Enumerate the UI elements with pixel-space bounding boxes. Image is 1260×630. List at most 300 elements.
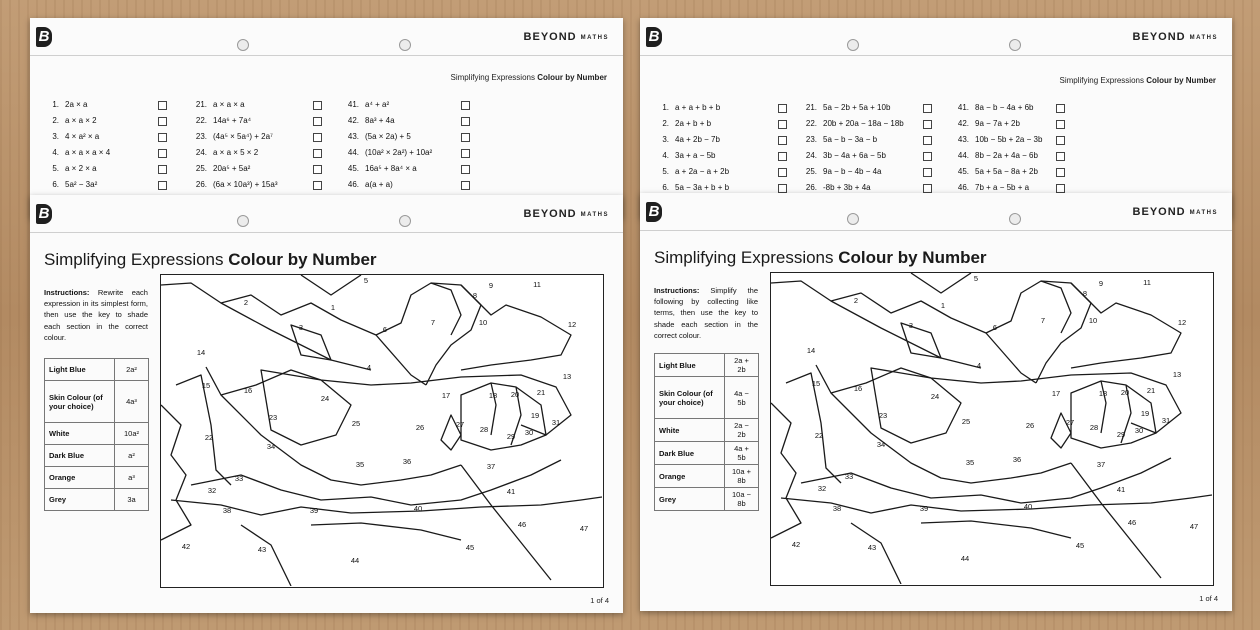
question-column-2	[798, 100, 958, 196]
region-number: 36	[1012, 455, 1022, 464]
question-number: 4.	[52, 148, 59, 157]
key-value: 4a + 5b	[725, 442, 759, 465]
region-number: 31	[551, 418, 561, 427]
region-number: 37	[1096, 460, 1106, 469]
question-expression: 7b + a − 5b + a	[975, 183, 1030, 192]
question-number: 6.	[52, 180, 59, 189]
region-outline	[221, 303, 371, 370]
answer-checkbox[interactable]	[461, 165, 470, 174]
key-colour: Orange	[655, 465, 725, 488]
question-row	[950, 148, 1090, 164]
punch-hole-icon	[237, 39, 249, 51]
region-number: 40	[413, 504, 423, 513]
region-number: 11	[533, 280, 541, 289]
question-number: 44.	[957, 151, 969, 160]
region-number: 9	[488, 281, 494, 290]
brand-name: BEYOND MATHS	[1132, 206, 1218, 218]
region-number: 44	[350, 556, 360, 565]
region-number: 42	[791, 540, 801, 549]
question-expression: 9a − 7a + 2b	[975, 119, 1020, 128]
region-number: 33	[234, 474, 244, 483]
question-number: 25.	[805, 167, 817, 176]
question-number: 3.	[662, 135, 669, 144]
answer-checkbox[interactable]	[158, 165, 167, 174]
answer-checkbox[interactable]	[461, 149, 470, 158]
region-number: 2	[853, 296, 859, 305]
question-expression: 20a⁵ + 5a²	[213, 164, 251, 173]
key-colour: White	[655, 419, 725, 442]
key-colour: Orange	[45, 467, 115, 489]
right-front-sheet	[640, 193, 1232, 611]
answer-checkbox[interactable]	[778, 104, 787, 113]
region-number: 30	[524, 428, 534, 437]
key-row	[45, 423, 149, 445]
region-number: 2	[243, 298, 249, 307]
question-row	[950, 132, 1090, 148]
region-outline	[771, 403, 801, 538]
question-number: 22.	[195, 116, 207, 125]
answer-checkbox[interactable]	[778, 120, 787, 129]
question-number: 4.	[662, 151, 669, 160]
region-outline	[241, 525, 291, 586]
sheet-header	[30, 195, 623, 233]
question-expression: a⁴ + a²	[365, 100, 390, 109]
answer-checkbox[interactable]	[778, 152, 787, 161]
question-number: 21.	[195, 100, 207, 109]
question-number: 46.	[957, 183, 969, 192]
key-row	[655, 442, 759, 465]
region-number: 23	[268, 413, 278, 422]
region-outline	[431, 283, 461, 335]
question-expression: 10b − 5b + 2a − 3b	[975, 135, 1043, 144]
answer-checkbox[interactable]	[158, 133, 167, 142]
region-number: 41	[506, 487, 516, 496]
question-row	[40, 177, 175, 193]
region-number: 5	[973, 274, 979, 283]
question-expression: a × 2 × a	[65, 164, 97, 173]
question-expression: 2a + b + b	[675, 119, 712, 128]
region-number: 18	[1098, 389, 1108, 398]
question-column-3	[950, 100, 1090, 196]
answer-checkbox[interactable]	[158, 181, 167, 190]
region-number: 43	[257, 545, 267, 554]
question-row	[188, 129, 323, 145]
question-row	[40, 97, 175, 113]
question-expression: 5a + 5a − 8a + 2b	[975, 167, 1038, 176]
question-row	[340, 145, 465, 161]
key-value: 2a²	[115, 359, 149, 381]
region-number: 14	[806, 346, 816, 355]
region-number: 7	[430, 318, 436, 327]
region-outline	[851, 523, 901, 584]
question-column-1	[40, 97, 175, 193]
answer-checkbox[interactable]	[923, 104, 932, 113]
question-expression: a × a × a	[213, 100, 245, 109]
question-number: 43.	[347, 132, 359, 141]
question-row	[950, 100, 1090, 116]
answer-checkbox[interactable]	[923, 168, 932, 177]
question-expression: 8b − 2a + 4a − 6b	[975, 151, 1038, 160]
answer-checkbox[interactable]	[923, 120, 932, 129]
question-number: 43.	[957, 135, 969, 144]
key-colour: Dark Blue	[655, 442, 725, 465]
answer-checkbox[interactable]	[1056, 184, 1065, 193]
region-number: 30	[1134, 426, 1144, 435]
region-number: 29	[506, 432, 516, 441]
key-colour: Skin Colour (of your choice)	[45, 381, 115, 423]
question-number: 25.	[195, 164, 207, 173]
region-number: 15	[201, 381, 211, 390]
region-number: 25	[961, 417, 971, 426]
region-number: 24	[320, 394, 330, 403]
page-number: 1 of 4	[590, 596, 609, 605]
answer-checkbox[interactable]	[313, 165, 322, 174]
region-number: 39	[919, 504, 929, 513]
question-expression: 20b + 20a − 18a − 18b	[823, 119, 904, 128]
question-expression: 5a − 2b + 5a + 10b	[823, 103, 891, 112]
region-number: 26	[1025, 421, 1035, 430]
question-number: 24.	[195, 148, 207, 157]
answer-checkbox[interactable]	[923, 184, 932, 193]
region-number: 7	[1040, 316, 1046, 325]
region-number: 17	[1051, 389, 1061, 398]
question-number: 45.	[347, 164, 359, 173]
question-number: 45.	[957, 167, 969, 176]
question-expression: 8a − b − 4a + 6b	[975, 103, 1034, 112]
question-row	[40, 161, 175, 177]
question-expression: (6a × 10a³) + 15a³	[213, 180, 278, 189]
question-expression: 3b − 4a + 6a − 5b	[823, 151, 886, 160]
answer-checkbox[interactable]	[1056, 136, 1065, 145]
region-number: 38	[222, 506, 232, 515]
region-number: 27	[455, 420, 465, 429]
region-number: 4	[976, 361, 982, 370]
region-outline	[206, 367, 571, 435]
region-number: 14	[196, 348, 206, 357]
region-number: 35	[965, 458, 975, 467]
question-row	[650, 132, 800, 148]
key-value: 2a − 2b	[725, 419, 759, 442]
question-number: 5.	[52, 164, 59, 173]
answer-checkbox[interactable]	[461, 133, 470, 142]
answer-checkbox[interactable]	[158, 149, 167, 158]
region-outline	[831, 393, 1071, 483]
key-colour: White	[45, 423, 115, 445]
question-number: 3.	[52, 132, 59, 141]
region-outline	[1071, 283, 1181, 368]
key-colour: Light Blue	[45, 359, 115, 381]
answer-checkbox[interactable]	[923, 136, 932, 145]
question-row	[40, 113, 175, 129]
question-row	[950, 164, 1090, 180]
question-row	[950, 116, 1090, 132]
sheet-header	[640, 193, 1232, 231]
punch-hole-icon	[399, 39, 411, 51]
answer-checkbox[interactable]	[778, 184, 787, 193]
question-number: 1.	[52, 100, 59, 109]
question-number: 5.	[662, 167, 669, 176]
question-expression: (10a² × 2a²) + 10a²	[365, 148, 433, 157]
question-number: 21.	[805, 103, 817, 112]
region-number: 46	[1127, 518, 1137, 527]
region-number: 37	[486, 462, 496, 471]
question-number: 26.	[805, 183, 817, 192]
region-number: 45	[465, 543, 475, 552]
key-row	[45, 467, 149, 489]
question-expression: a + 2a − a + 2b	[675, 167, 730, 176]
region-number: 20	[1120, 388, 1130, 397]
question-number: 26.	[195, 180, 207, 189]
region-number: 6	[382, 325, 388, 334]
region-number: 32	[817, 484, 827, 493]
brand-name: BEYOND MATHS	[523, 208, 609, 220]
question-row	[340, 97, 465, 113]
region-number: 26	[415, 423, 425, 432]
key-colour: Grey	[45, 489, 115, 511]
region-number: 1	[940, 301, 946, 310]
sheet-header	[30, 18, 623, 56]
question-number: 2.	[662, 119, 669, 128]
key-row	[45, 381, 149, 423]
region-outline	[301, 275, 361, 295]
region-outline	[921, 521, 1071, 538]
question-expression: (4a⁵ × 5a⁴) + 2a⁷	[213, 132, 273, 141]
region-number: 39	[309, 506, 319, 515]
question-row	[188, 177, 323, 193]
region-number: 13	[1172, 370, 1182, 379]
region-number: 27	[1065, 418, 1075, 427]
region-number: 21	[1146, 386, 1156, 395]
answer-checkbox[interactable]	[1056, 104, 1065, 113]
region-number: 32	[207, 486, 217, 495]
region-number: 1	[330, 303, 336, 312]
region-number: 22	[814, 431, 824, 440]
answer-checkbox[interactable]	[313, 149, 322, 158]
question-expression: 5a² − 3a²	[65, 180, 98, 189]
region-outline	[1071, 463, 1161, 578]
beyond-logo: B	[36, 204, 52, 224]
beyond-logo: B	[646, 202, 662, 222]
region-number: 6	[992, 323, 998, 332]
region-outline	[161, 405, 191, 540]
question-expression: a(a + a)	[365, 180, 393, 189]
region-number: 16	[243, 386, 253, 395]
region-number: 41	[1116, 485, 1126, 494]
worksheet-subtitle: Simplifying Expressions Colour by Number	[450, 73, 607, 82]
region-number: 4	[366, 363, 372, 372]
region-number: 8	[472, 291, 478, 300]
colour-key-table	[654, 353, 759, 511]
key-colour: Dark Blue	[45, 445, 115, 467]
region-number: 28	[479, 425, 489, 434]
question-row	[188, 145, 323, 161]
question-expression: a × a × a × 4	[65, 148, 111, 157]
region-outline	[786, 373, 841, 483]
question-number: 24.	[805, 151, 817, 160]
region-number: 22	[204, 433, 214, 442]
punch-hole-icon	[1009, 39, 1021, 51]
question-column-3	[340, 97, 465, 193]
question-row	[340, 177, 465, 193]
answer-checkbox[interactable]	[313, 133, 322, 142]
key-value: 4a − 5b	[725, 377, 759, 419]
region-number: 12	[1177, 318, 1187, 327]
question-row	[40, 145, 175, 161]
colour-key-table	[44, 358, 149, 511]
region-number: 43	[867, 543, 877, 552]
answer-checkbox[interactable]	[461, 101, 470, 110]
region-number: 45	[1075, 541, 1085, 550]
region-number: 9	[1098, 279, 1104, 288]
punch-hole-icon	[399, 215, 411, 227]
region-number: 29	[1116, 430, 1126, 439]
region-number: 24	[930, 392, 940, 401]
question-expression: 9a − b − 4b − 4a	[823, 167, 882, 176]
region-outline	[911, 273, 971, 293]
region-number: 19	[1140, 409, 1150, 418]
question-expression: 8a³ + 4a	[365, 116, 395, 125]
key-colour: Skin Colour (of your choice)	[655, 377, 725, 419]
question-number: 44.	[347, 148, 359, 157]
key-value: 10a − 8b	[725, 488, 759, 511]
question-column-1	[650, 100, 800, 196]
key-value: 4a³	[115, 381, 149, 423]
question-number: 1.	[662, 103, 669, 112]
question-number: 22.	[805, 119, 817, 128]
region-number: 17	[441, 391, 451, 400]
answer-checkbox[interactable]	[1056, 152, 1065, 161]
region-outline	[901, 323, 941, 358]
question-expression: a × a × 2	[65, 116, 97, 125]
key-row	[655, 465, 759, 488]
punch-hole-icon	[847, 213, 859, 225]
region-number: 11	[1143, 278, 1151, 287]
question-expression: 5a − b − 3a − b	[823, 135, 878, 144]
key-value: a³	[115, 467, 149, 489]
question-row	[340, 161, 465, 177]
answer-checkbox[interactable]	[158, 101, 167, 110]
question-row	[40, 129, 175, 145]
answer-checkbox[interactable]	[923, 152, 932, 161]
region-number: 34	[266, 442, 276, 451]
question-row	[798, 116, 958, 132]
answer-checkbox[interactable]	[313, 117, 322, 126]
answer-checkbox[interactable]	[1056, 168, 1065, 177]
answer-checkbox[interactable]	[461, 181, 470, 190]
region-number: 18	[488, 391, 498, 400]
region-number: 33	[844, 472, 854, 481]
question-number: 42.	[957, 119, 969, 128]
region-number: 3	[298, 323, 304, 332]
question-row	[650, 116, 800, 132]
punch-hole-icon	[847, 39, 859, 51]
key-value: 2a + 2b	[725, 354, 759, 377]
region-outline	[291, 325, 331, 360]
region-number: 25	[351, 419, 361, 428]
beyond-logo: B	[646, 27, 662, 47]
question-number: 2.	[52, 116, 59, 125]
region-number: 21	[536, 388, 546, 397]
question-expression: a + a + b + b	[675, 103, 721, 112]
region-number: 47	[1189, 522, 1199, 531]
region-outline	[311, 523, 461, 540]
key-row	[655, 419, 759, 442]
question-number: 46.	[347, 180, 359, 189]
region-number: 34	[876, 440, 886, 449]
sheet-header	[640, 18, 1232, 56]
answer-checkbox[interactable]	[778, 136, 787, 145]
answer-checkbox[interactable]	[778, 168, 787, 177]
answer-checkbox[interactable]	[461, 117, 470, 126]
answer-checkbox[interactable]	[1056, 120, 1065, 129]
instructions: Instructions: Simplify the following by collecting like terms, then use the key to shade each section in the correct colour.	[654, 286, 758, 340]
question-row	[798, 132, 958, 148]
key-colour: Light Blue	[655, 354, 725, 377]
question-row	[188, 161, 323, 177]
region-number: 16	[853, 384, 863, 393]
region-number: 13	[562, 372, 572, 381]
question-column-2	[188, 97, 323, 193]
question-expression: (5a × 2a) + 5	[365, 132, 411, 141]
answer-checkbox[interactable]	[313, 101, 322, 110]
punch-hole-icon	[1009, 213, 1021, 225]
region-number: 38	[832, 504, 842, 513]
brand-name: BEYOND MATHS	[523, 31, 609, 43]
key-row	[45, 445, 149, 467]
worksheet-subtitle: Simplifying Expressions Colour by Number	[1059, 76, 1216, 85]
region-number: 12	[567, 320, 577, 329]
answer-checkbox[interactable]	[313, 181, 322, 190]
key-row	[655, 354, 759, 377]
question-expression: 4a + 2b − 7b	[675, 135, 720, 144]
region-outline	[1041, 281, 1071, 333]
region-outline	[461, 465, 551, 580]
answer-checkbox[interactable]	[158, 117, 167, 126]
region-number: 3	[908, 321, 914, 330]
colour-by-number-picture	[160, 274, 604, 588]
question-expression: 16a⁵ + 8a⁴ × a	[365, 164, 417, 173]
region-outline	[221, 395, 461, 485]
region-number: 23	[878, 411, 888, 420]
question-row	[188, 113, 323, 129]
question-row	[798, 164, 958, 180]
key-value: 10a + 8b	[725, 465, 759, 488]
question-number: 6.	[662, 183, 669, 192]
region-outline	[461, 285, 571, 370]
region-number: 28	[1089, 423, 1099, 432]
region-number: 44	[960, 554, 970, 563]
page-number: 1 of 4	[1199, 594, 1218, 603]
question-row	[650, 100, 800, 116]
key-value: 10a²	[115, 423, 149, 445]
question-expression: a × a × 5 × 2	[213, 148, 259, 157]
key-row	[45, 359, 149, 381]
region-number: 47	[579, 524, 589, 533]
region-outline	[831, 301, 981, 368]
region-number: 31	[1161, 416, 1171, 425]
punch-hole-icon	[237, 215, 249, 227]
region-number: 36	[402, 457, 412, 466]
region-number: 42	[181, 542, 191, 551]
question-number: 23.	[195, 132, 207, 141]
left-front-sheet	[30, 195, 623, 613]
region-number: 46	[517, 520, 527, 529]
region-number: 40	[1023, 502, 1033, 511]
colour-by-number-picture	[770, 272, 1214, 586]
region-outline	[176, 375, 231, 485]
left-back-sheet	[30, 18, 623, 218]
question-expression: 5a − 3a + b + b	[675, 183, 730, 192]
